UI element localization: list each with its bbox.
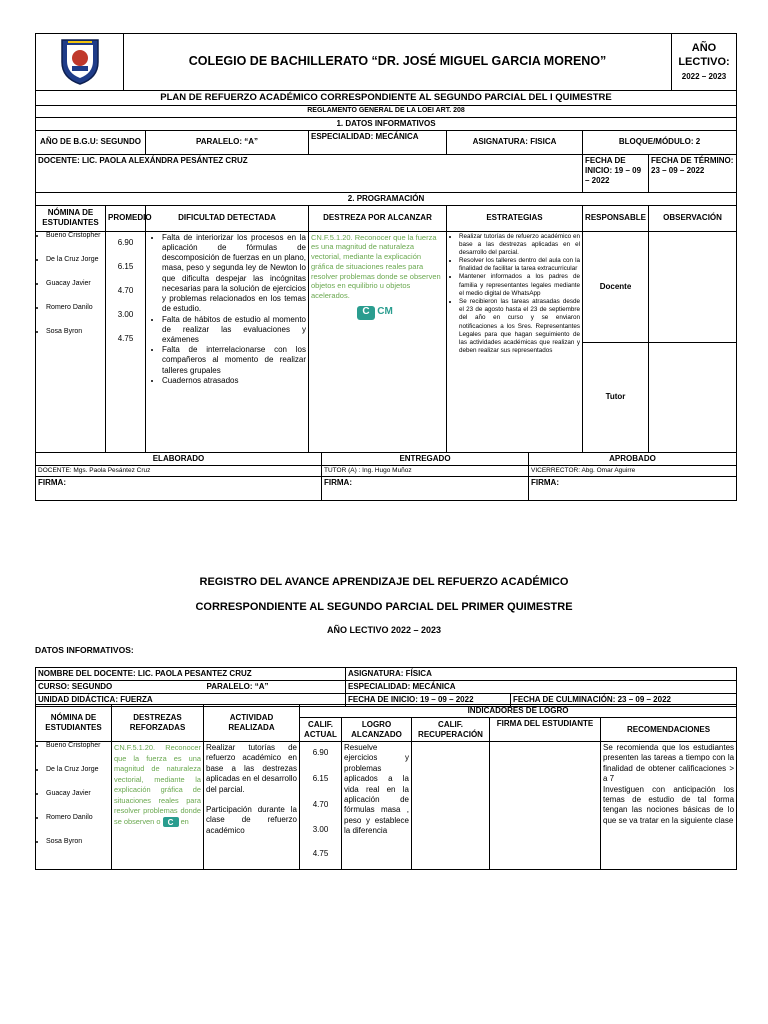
col-skill: DESTREZA POR ALCANZAR: [309, 205, 447, 231]
registro-year: AÑO LECTIVO 2022 – 2023: [326, 625, 442, 635]
reg-student-name: • De la Cruz Jorge: [46, 766, 111, 790]
student-average: 6.90: [117, 237, 134, 247]
reg-signature-cell: [490, 742, 601, 870]
section-programacion: 2. PROGRAMACIÓN: [36, 192, 737, 205]
teacher: DOCENTE: LIC. PAOLA ALEXÁNDRA PESÁNTEZ CRUZ: [36, 154, 583, 192]
difficulty-item: • Falta de hábitos de estudio al momento de realizar las evaluaciones y exámenes: [162, 315, 306, 346]
student-average: 3.00: [117, 309, 134, 319]
firma-docente: FIRMA:: [36, 477, 322, 501]
school-logo-cell: [36, 34, 124, 91]
docente-signer: DOCENTE: Mgs. Paola Pesántez Cruz: [36, 466, 322, 477]
skill-cell: [309, 231, 447, 452]
reg-col-students: NÓMINA DE ESTUDIANTES: [36, 705, 112, 742]
strategy-item: • Realizar tutorías de refuerzo académico en base a las destrezas aplicadas en el desarrollo del parcial.: [459, 233, 580, 258]
col-average: PROMEDIO: [106, 205, 146, 231]
school-year-cell: [672, 34, 737, 91]
cm-logo: [357, 306, 444, 320]
registro-course: CURSO: SEGUNDO: [38, 682, 113, 691]
cm-text: CM: [377, 305, 393, 317]
strategy-item: • Resolver los talleres dentro del aula con la finalidad de facilitar la tarea extracurricular: [459, 257, 580, 273]
student-name: • Romero Danilo: [46, 304, 105, 328]
reg-students-cell: [36, 742, 112, 870]
registro-course-row: [36, 681, 346, 694]
year-value: 2022 – 2023: [681, 71, 727, 81]
reg-grade: 4.70: [312, 800, 329, 809]
reg-col-grade-recovery: CALIF. RECUPERACIÓN: [412, 718, 490, 742]
averages-cell: [106, 231, 146, 452]
reg-skill-main: CN.F.5.1.20. Reconocer que la fuerza es una magnitud de naturaleza vectorial, mediante la explicación gráfica de situaciones reales para resolver problemas donde se observen o: [114, 743, 201, 826]
reg-col-achievement: LOGRO ALCANZADO: [342, 718, 412, 742]
col-difficulty: DIFICULTAD DETECTADA: [146, 205, 309, 231]
reg-grade: 4.75: [312, 849, 329, 858]
registro-parallel: PARALELO: “A”: [206, 682, 269, 691]
subject: ASIGNATURA: FISICA: [447, 130, 583, 154]
regulation: REGLAMENTO GENERAL DE LA LOEI ART. 208: [36, 105, 737, 117]
responsible-tutor: Tutor: [583, 342, 649, 452]
reg-col-recommendations: RECOMENDACIONES: [601, 718, 737, 742]
col-observation: OBSERVACIÓN: [649, 205, 737, 231]
datos-informativos: DATOS INFORMATIVOS:: [35, 645, 134, 655]
reg-col-skills: DESTREZAS REFORZADAS: [112, 705, 204, 742]
reg-student-name: • Sosa Byron: [46, 838, 111, 862]
reg-activity-cell: [204, 742, 300, 870]
vicerrector-signer: VICERRECTOR: Abg. Omar Aguirre: [529, 466, 737, 477]
student-average: 4.70: [117, 285, 134, 295]
col-responsible: RESPONSABLE: [583, 205, 649, 231]
reg-grades-cell: [300, 742, 342, 870]
registro-table: [35, 704, 737, 870]
registro-start: FECHA DE INICIO: 19 – 09 – 2022: [346, 694, 511, 707]
reg-achievement-cell: [342, 742, 412, 870]
col-strategies: ESTRATEGIAS: [447, 205, 583, 231]
block: BLOQUE/MÓDULO: 2: [583, 130, 737, 154]
strategy-item: • Mantener informados a los padres de familia y representantes legales mediante el medio digital de WhatsApp: [459, 273, 580, 298]
reg-student-name: • Bueno Cristopher: [46, 742, 111, 766]
student-average: 6.15: [117, 261, 134, 271]
reg-student-name: • Guacay Javier: [46, 790, 111, 814]
skill-text: CN.F.5.1.20. Reconocer que la fuerza es una magnitud de naturaleza vectorial, mediante la explicación gráfica de situaciones reales para resolver problemas donde se observen objetos en equilibrio u objetos acelerados.: [311, 232, 441, 301]
reg-skill-tail: en: [180, 816, 189, 826]
difficulty-cell: [146, 231, 309, 452]
plan-title: PLAN DE REFUERZO ACADÉMICO CORRESPONDIENTE AL SEGUNDO PARCIAL DEL I QUIMESTRE: [36, 91, 737, 106]
signature-table: [35, 452, 737, 501]
section-datos: 1. DATOS INFORMATIVOS: [36, 117, 737, 130]
observation-tutor: [649, 342, 737, 452]
reg-grade: 6.15: [312, 774, 329, 783]
reg-achievement-text: Resuelve ejercicios y problemas aplicados a la vida real en la aplicación de fórmulas masa , peso y establece la diferencia: [344, 743, 409, 836]
strategy-item: • Se recibieron las tareas atrasadas desde el 23 de agosto hasta el 23 de septiembre del año en curso y se enviaron notificaciones a los Sres. Representantes Legales para que hagan seguimiento de las actividades académicas que realizan y deben realizar sus representados: [459, 298, 580, 355]
reg-recommendation: Se recomienda que los estudiantes presenten las tareas a tiempo con la finalidad de obtener calificaciones > a 7: [603, 743, 735, 784]
reg-col-activity: ACTIVIDAD REALIZADA: [204, 705, 300, 742]
student-name: • Sosa Byron: [46, 328, 105, 352]
difficulty-item: • Falta de interrelacionarse con los compañeros al momento de realizar talleres grupales: [162, 345, 306, 376]
students-cell: [36, 231, 106, 452]
student-average: 4.75: [117, 333, 134, 343]
registro-end: FECHA DE CULMINACIÓN: 23 – 09 – 2022: [511, 694, 737, 707]
start-date: FECHA DE INICIO: 19 – 09 – 2022: [583, 154, 649, 192]
end-date: FECHA DE TÉRMINO: 23 – 09 – 2022: [649, 154, 737, 192]
reg-col-indicators: INDICADORES DE LOGRO: [300, 705, 737, 718]
student-name: • Bueno Cristopher: [46, 232, 105, 256]
firma-tutor: FIRMA:: [322, 477, 529, 501]
elaborado-label: ELABORADO: [36, 453, 322, 466]
difficulty-item: • Falta de interiorizar los procesos en la aplicación de fórmulas de descomposición de fuerzas en un plano, masa, peso y segunda ley de Newton lo que dificulta despejar las incógnitas necesarias para la solución de ejercicios y problemas relacionados en los temas de estudio.: [162, 233, 306, 315]
firma-vicerrector: FIRMA:: [529, 477, 737, 501]
reg-col-signature: FIRMA DEL ESTUDIANTE: [490, 718, 601, 742]
reg-col-grade-current: CALIF. ACTUAL: [300, 718, 342, 742]
strategies-cell: [447, 231, 583, 452]
difficulty-item: • Cuadernos atrasados: [162, 376, 306, 386]
plan-table: [35, 90, 737, 453]
observation-docente: [649, 231, 737, 342]
registro-specialty: ESPECIALIDAD: MECÁNICA: [346, 681, 737, 694]
specialty: ESPECIALIDAD: MECÁNICA: [309, 130, 447, 154]
parallel: PARALELO: “A”: [146, 130, 309, 154]
school-shield-logo: [58, 36, 102, 86]
year-label: AÑO LECTIVO:: [678, 42, 730, 68]
reg-grade: 6.90: [312, 748, 329, 757]
c-icon: C: [163, 817, 179, 827]
reg-skill-cell: [112, 742, 204, 870]
plan-header-table: [35, 33, 737, 91]
school-name: COLEGIO DE BACHILLERATO “DR. JOSÉ MIGUEL GARCIA MORENO”: [124, 34, 672, 91]
registro-title: REGISTRO DEL AVANCE APRENDIZAJE DEL REFUERZO ACADÉMICO: [199, 576, 569, 588]
registro-info-table: [35, 667, 737, 707]
entregado-label: ENTREGADO: [322, 453, 529, 466]
reg-activity-text: Realizar tutorías de refuerzo académico en base a las destrezas aplicadas en el desarrollo del parcial.: [206, 743, 297, 794]
reg-recommendations-cell: [601, 742, 737, 870]
reg-student-name: • Romero Danilo: [46, 814, 111, 838]
grade: AÑO DE B.G.U: SEGUNDO: [36, 130, 146, 154]
registro-subtitle: CORRESPONDIENTE AL SEGUNDO PARCIAL DEL PRIMER QUIMESTRE: [195, 601, 573, 613]
reg-recommendation: Investiguen con anticipación los temas de estudio de tal forma tengan las nociones básicas de lo que se va tratar en la siguiente clase: [603, 784, 735, 825]
reg-activity-text2: Participación durante la clase de refuerzo académico: [206, 804, 297, 835]
registro-unit: UNIDAD DIDÁCTICA: FUERZA: [36, 694, 346, 707]
col-students: NÓMINA DE ESTUDIANTES: [36, 205, 106, 231]
reg-skill-text: [114, 743, 201, 827]
student-name: • Guacay Javier: [46, 280, 105, 304]
reg-recovery-cell: [412, 742, 490, 870]
registro-subject: ASIGNATURA: FÍSICA: [346, 668, 737, 681]
aprobado-label: APROBADO: [529, 453, 737, 466]
c-icon: C: [357, 306, 375, 320]
responsible-docente: Docente: [583, 231, 649, 342]
reg-grade: 3.00: [312, 825, 329, 834]
tutor-signer: TUTOR (A) : Ing. Hugo Muñoz: [322, 466, 529, 477]
registro-teacher: NOMBRE DEL DOCENTE: LIC. PAOLA PESANTEZ CRUZ: [36, 668, 346, 681]
student-name: • De la Cruz Jorge: [46, 256, 105, 280]
